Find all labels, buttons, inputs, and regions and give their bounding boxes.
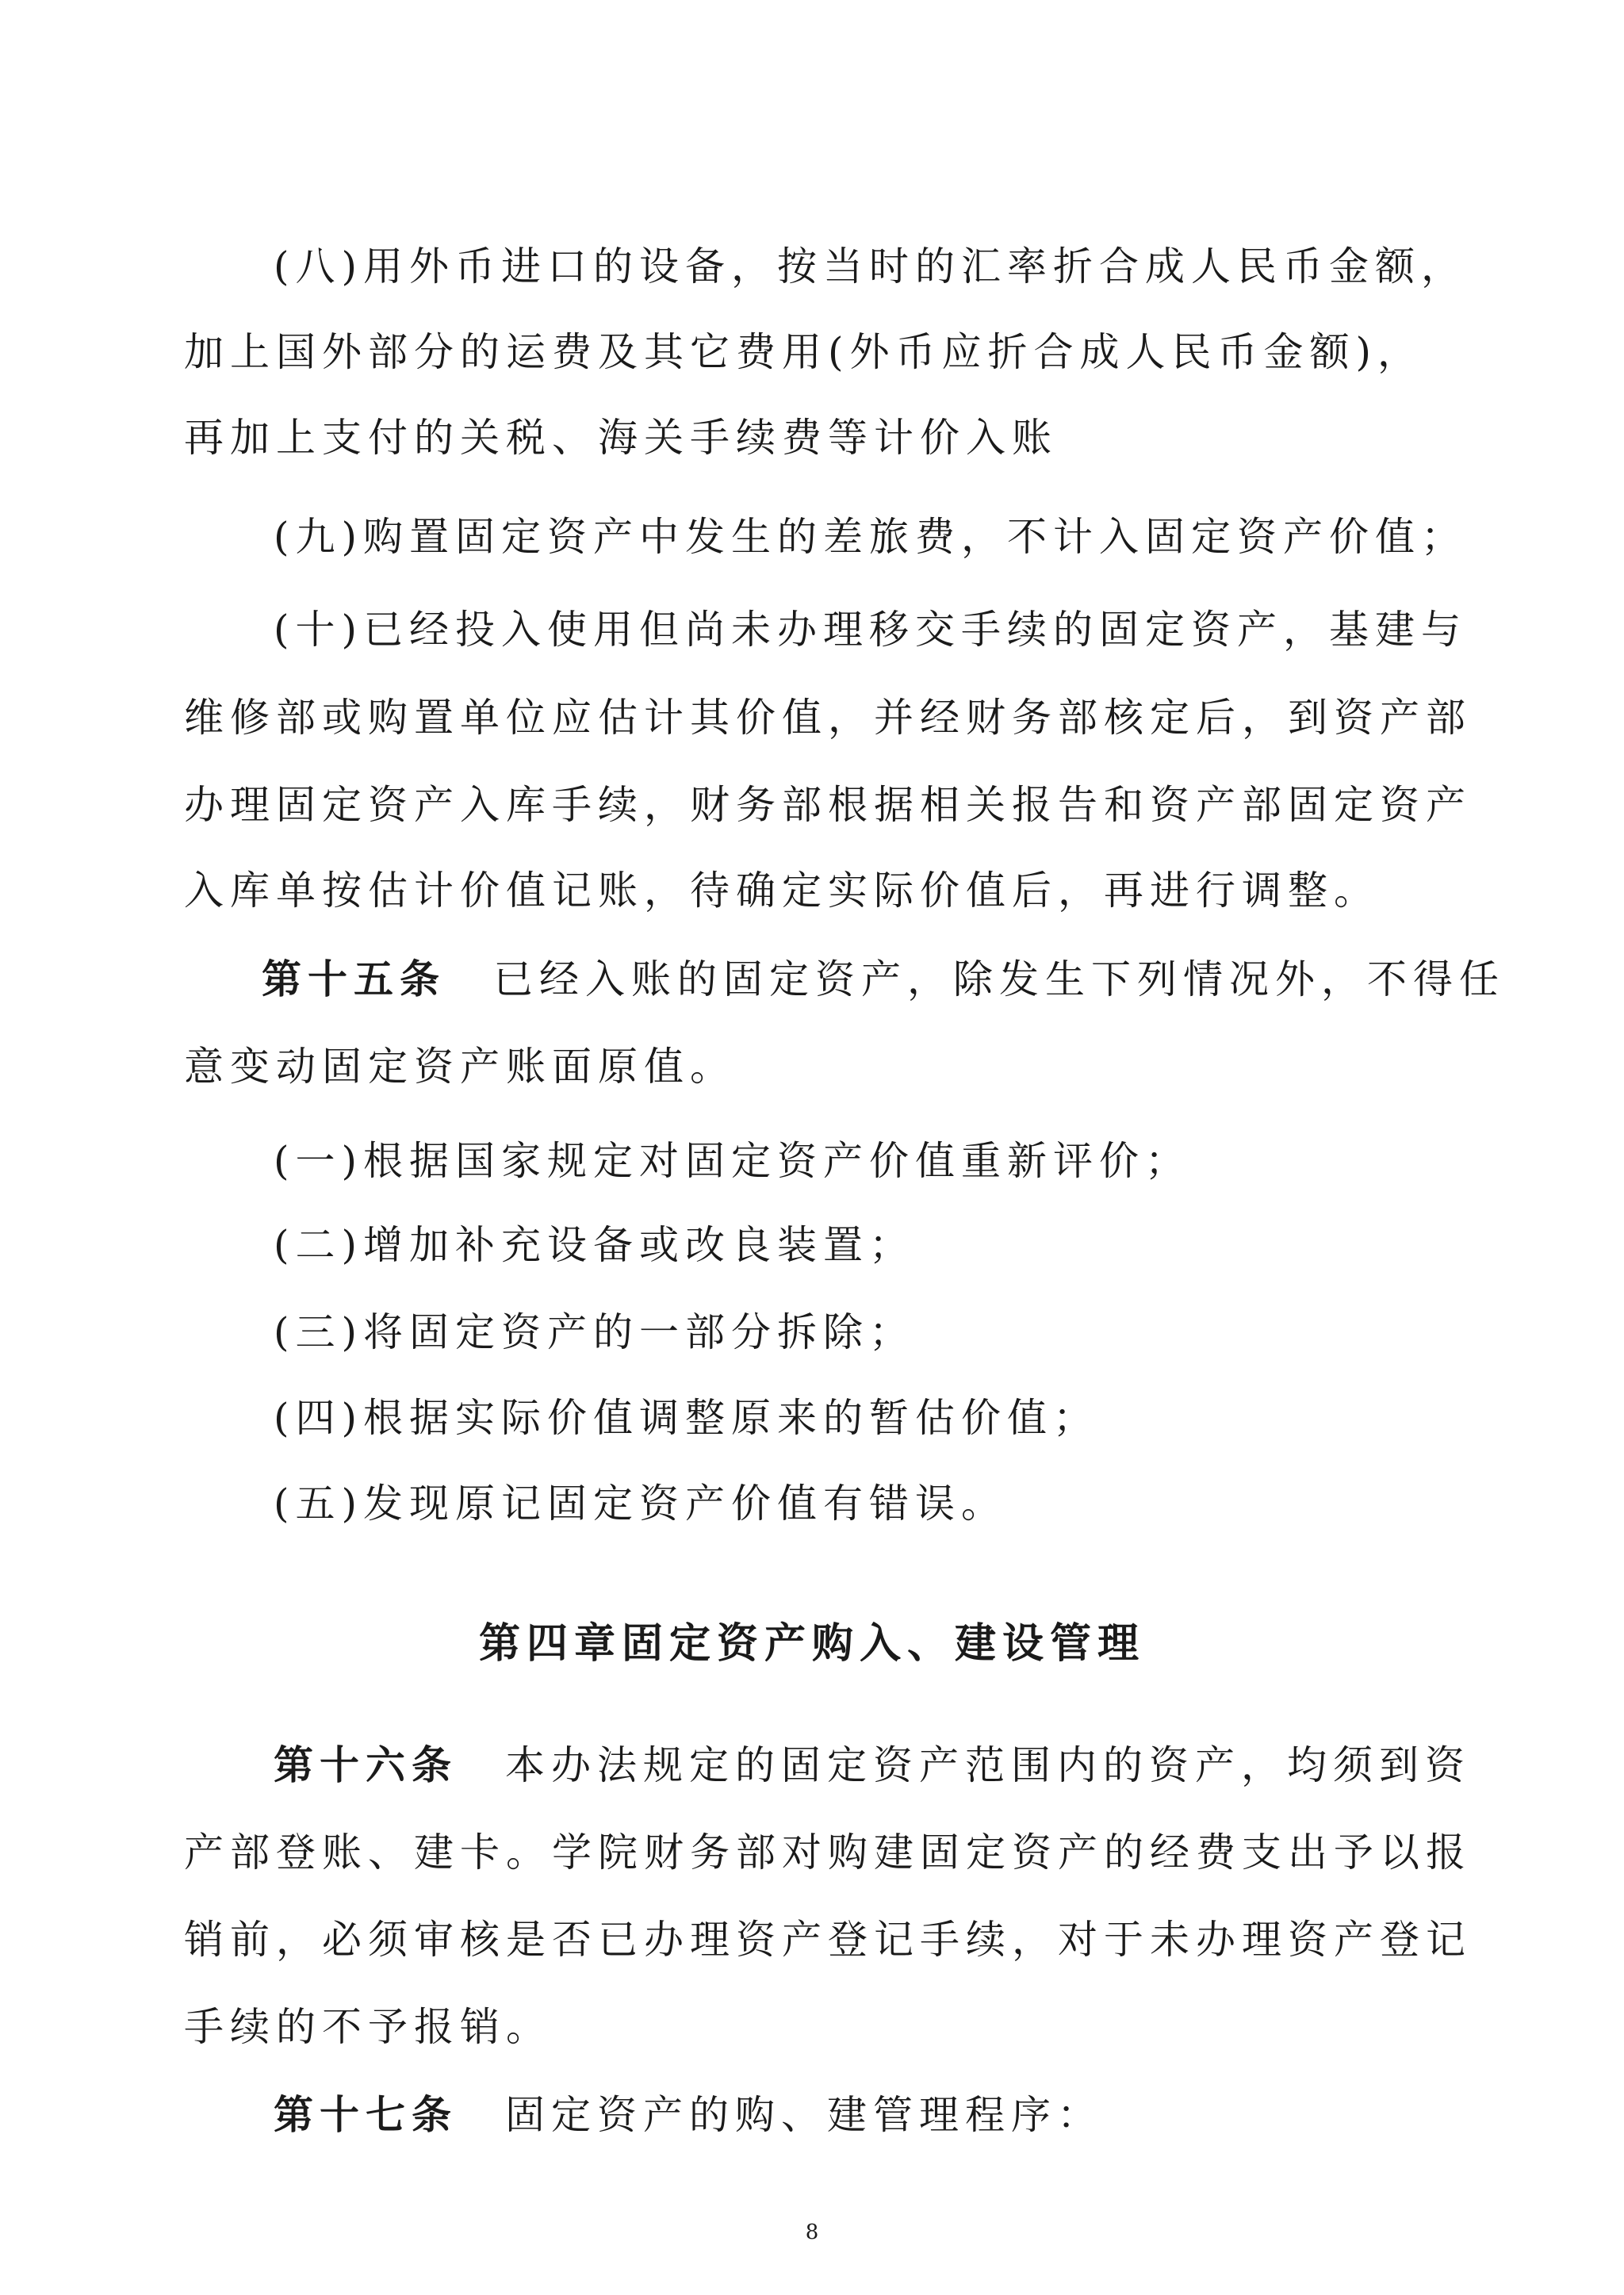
article-16-label: 第十六条 [274,1741,458,1788]
list-item: (三)将固定资产的一部分拆除； [274,1309,916,1355]
paragraph-line: (九)购置固定资产中发生的差旅费，不计入固定资产价值； [274,514,1468,560]
article-17-text: 固定资产的购、建管理程序： [505,2092,1103,2138]
article-16-text: 本办法规定的固定资产范围内的资产，均须到资 [505,1742,1471,1788]
paragraph-line: 维修部或购置单位应估计其价值，并经财务部核定后，到资产部 [184,695,1472,741]
list-item: (二)增加补充设备或改良装置； [274,1222,916,1268]
paragraph-line: 加上国外部分的运费及其它费用(外币应折合成人民币金额)， [184,329,1424,375]
paragraph-line: 意变动固定资产账面原值。 [184,1044,736,1090]
paragraph-line: 入库单按估计价值记账，待确定实际价值后，再进行调整。 [184,868,1380,914]
article-15-line-1 [262,956,1505,1003]
list-item: (四)根据实际价值调整原来的暂估价值； [274,1395,1100,1441]
paragraph-line: (八)用外币进口的设备，按当时的汇率折合成人民币金额， [274,243,1468,289]
article-17-line-1 [274,2091,1103,2139]
list-item: (一)根据国家规定对固定资产价值重新评价； [274,1138,1192,1184]
page-number: 8 [805,2220,819,2244]
article-15-text: 已经入账的固定资产，除发生下列情况外，不得任 [493,956,1505,1002]
article-15-label: 第十五条 [262,956,446,1002]
paragraph-line: 销前，必须审核是否已办理资产登记手续，对于未办理资产登记 [184,1917,1472,1963]
paragraph-line: 产部登账、建卡。学院财务部对购建固定资产的经费支出予以报 [184,1829,1472,1875]
paragraph-line: 再加上支付的关税、海关手续费等计价入账 [184,415,1058,461]
article-17-label: 第十七条 [274,2091,458,2138]
list-item: (五)发现原记固定资产价值有错误。 [274,1481,1008,1527]
paragraph-line: 办理固定资产入库手续，财务部根据相关报告和资产部固定资产 [184,782,1472,828]
paragraph-line: (十)已经投入使用但尚未办理移交手续的固定资产，基建与 [274,607,1468,653]
paragraph-line: 手续的不予报销。 [184,2004,552,2050]
chapter-heading: 第四章固定资产购入、建设管理 [478,1619,1145,1668]
article-16-line-1 [274,1741,1471,1789]
